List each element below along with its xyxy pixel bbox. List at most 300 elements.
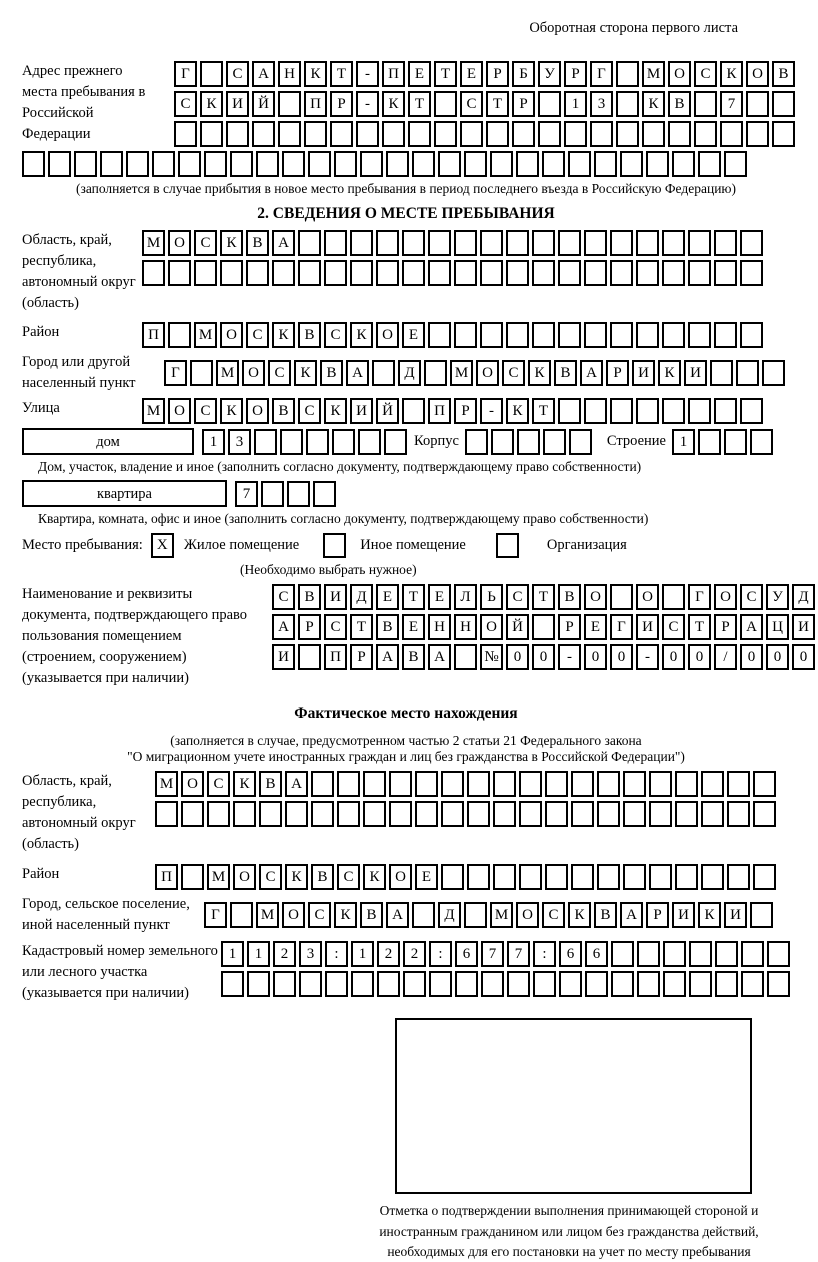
char-cell[interactable] <box>376 260 399 286</box>
char-cell[interactable] <box>662 260 685 286</box>
char-cell[interactable] <box>181 801 204 827</box>
char-cell[interactable] <box>701 801 724 827</box>
char-cell[interactable] <box>465 429 488 455</box>
char-cell[interactable] <box>519 864 542 890</box>
char-cell[interactable] <box>543 429 566 455</box>
char-cell[interactable]: 3 <box>590 91 613 117</box>
char-cell[interactable]: С <box>174 91 197 117</box>
char-cell[interactable] <box>334 151 357 177</box>
char-cell[interactable]: Р <box>298 614 321 640</box>
char-cell[interactable]: А <box>346 360 369 386</box>
char-cell[interactable]: И <box>672 902 695 928</box>
char-cell[interactable] <box>428 322 451 348</box>
char-cell[interactable] <box>298 260 321 286</box>
char-cell[interactable] <box>280 429 303 455</box>
char-cell[interactable]: М <box>642 61 665 87</box>
char-cell[interactable]: Р <box>350 644 373 670</box>
char-cell[interactable] <box>637 971 660 997</box>
char-cell[interactable] <box>438 151 461 177</box>
char-cell[interactable] <box>221 971 244 997</box>
char-cell[interactable] <box>480 260 503 286</box>
char-cell[interactable] <box>493 864 516 890</box>
char-cell[interactable]: С <box>662 614 685 640</box>
char-cell[interactable]: К <box>642 91 665 117</box>
char-cell[interactable] <box>377 971 400 997</box>
char-cell[interactable] <box>750 429 773 455</box>
char-cell[interactable]: - <box>356 91 379 117</box>
char-cell[interactable] <box>772 121 795 147</box>
char-cell[interactable]: Й <box>376 398 399 424</box>
char-cell[interactable]: Б <box>512 61 535 87</box>
char-cell[interactable] <box>568 151 591 177</box>
char-cell[interactable] <box>272 260 295 286</box>
char-cell[interactable]: 7 <box>507 941 530 967</box>
char-cell[interactable]: С <box>694 61 717 87</box>
char-cell[interactable] <box>740 230 763 256</box>
char-cell[interactable]: 1 <box>351 941 374 967</box>
char-cell[interactable] <box>382 121 405 147</box>
char-cell[interactable]: М <box>450 360 473 386</box>
char-cell[interactable] <box>311 771 334 797</box>
char-cell[interactable]: И <box>324 584 347 610</box>
char-cell[interactable] <box>460 121 483 147</box>
char-cell[interactable]: 6 <box>455 941 478 967</box>
char-cell[interactable]: Г <box>590 61 613 87</box>
char-cell[interactable]: Р <box>646 902 669 928</box>
char-cell[interactable] <box>753 771 776 797</box>
char-cell[interactable] <box>22 151 45 177</box>
char-cell[interactable] <box>506 230 529 256</box>
char-cell[interactable]: / <box>714 644 737 670</box>
char-cell[interactable] <box>637 941 660 967</box>
char-cell[interactable]: И <box>724 902 747 928</box>
char-cell[interactable] <box>376 230 399 256</box>
char-cell[interactable] <box>454 322 477 348</box>
char-cell[interactable]: Т <box>402 584 425 610</box>
char-cell[interactable] <box>740 260 763 286</box>
char-cell[interactable] <box>324 230 347 256</box>
char-cell[interactable]: 3 <box>299 941 322 967</box>
char-cell[interactable]: Т <box>330 61 353 87</box>
char-cell[interactable] <box>558 322 581 348</box>
char-cell[interactable]: К <box>200 91 223 117</box>
char-cell[interactable] <box>753 801 776 827</box>
char-cell[interactable] <box>261 481 284 507</box>
char-cell[interactable]: Д <box>398 360 421 386</box>
char-cell[interactable]: С <box>308 902 331 928</box>
char-cell[interactable]: П <box>324 644 347 670</box>
char-cell[interactable] <box>740 322 763 348</box>
char-cell[interactable] <box>467 801 490 827</box>
char-cell[interactable] <box>519 801 542 827</box>
char-cell[interactable] <box>74 151 97 177</box>
char-cell[interactable]: М <box>207 864 230 890</box>
char-cell[interactable] <box>584 322 607 348</box>
char-cell[interactable]: Е <box>408 61 431 87</box>
char-cell[interactable]: У <box>538 61 561 87</box>
char-cell[interactable] <box>351 971 374 997</box>
char-cell[interactable] <box>168 322 191 348</box>
char-cell[interactable]: Г <box>204 902 227 928</box>
char-cell[interactable]: У <box>766 584 789 610</box>
char-cell[interactable] <box>178 151 201 177</box>
char-cell[interactable] <box>308 151 331 177</box>
char-cell[interactable] <box>616 61 639 87</box>
char-cell[interactable]: А <box>285 771 308 797</box>
char-cell[interactable] <box>313 481 336 507</box>
char-cell[interactable] <box>668 121 691 147</box>
char-cell[interactable] <box>689 941 712 967</box>
char-cell[interactable]: 7 <box>235 481 258 507</box>
char-cell[interactable]: С <box>272 584 295 610</box>
char-cell[interactable]: П <box>142 322 165 348</box>
char-cell[interactable] <box>584 230 607 256</box>
char-cell[interactable]: 6 <box>559 941 582 967</box>
char-cell[interactable] <box>517 429 540 455</box>
char-cell[interactable] <box>542 151 565 177</box>
char-cell[interactable]: 0 <box>532 644 555 670</box>
char-cell[interactable]: О <box>233 864 256 890</box>
char-cell[interactable]: С <box>506 584 529 610</box>
char-cell[interactable]: Р <box>558 614 581 640</box>
char-cell[interactable] <box>454 644 477 670</box>
char-cell[interactable]: К <box>350 322 373 348</box>
checkbox-other-premises[interactable] <box>323 533 346 558</box>
checkbox-organization[interactable] <box>496 533 519 558</box>
char-cell[interactable] <box>688 230 711 256</box>
char-cell[interactable] <box>254 429 277 455</box>
char-cell[interactable] <box>736 360 759 386</box>
char-cell[interactable]: Р <box>454 398 477 424</box>
char-cell[interactable] <box>304 121 327 147</box>
char-cell[interactable] <box>727 771 750 797</box>
char-cell[interactable]: Т <box>688 614 711 640</box>
char-cell[interactable]: К <box>334 902 357 928</box>
char-cell[interactable] <box>402 230 425 256</box>
char-cell[interactable] <box>467 864 490 890</box>
char-cell[interactable] <box>100 151 123 177</box>
char-cell[interactable] <box>142 260 165 286</box>
char-cell[interactable]: 0 <box>740 644 763 670</box>
char-cell[interactable]: В <box>772 61 795 87</box>
char-cell[interactable]: Д <box>350 584 373 610</box>
char-cell[interactable]: А <box>620 902 643 928</box>
char-cell[interactable] <box>649 801 672 827</box>
char-cell[interactable] <box>767 941 790 967</box>
char-cell[interactable]: В <box>298 584 321 610</box>
char-cell[interactable] <box>616 121 639 147</box>
char-cell[interactable]: С <box>542 902 565 928</box>
char-cell[interactable] <box>746 91 769 117</box>
char-cell[interactable] <box>545 801 568 827</box>
char-cell[interactable] <box>623 771 646 797</box>
char-cell[interactable] <box>247 971 270 997</box>
char-cell[interactable]: В <box>272 398 295 424</box>
char-cell[interactable] <box>126 151 149 177</box>
char-cell[interactable] <box>750 902 773 928</box>
char-cell[interactable]: - <box>636 644 659 670</box>
char-cell[interactable] <box>363 771 386 797</box>
char-cell[interactable]: И <box>632 360 655 386</box>
char-cell[interactable] <box>252 121 275 147</box>
char-cell[interactable] <box>506 260 529 286</box>
char-cell[interactable] <box>434 121 457 147</box>
char-cell[interactable]: О <box>282 902 305 928</box>
char-cell[interactable]: В <box>320 360 343 386</box>
char-cell[interactable]: С <box>207 771 230 797</box>
char-cell[interactable] <box>597 771 620 797</box>
char-cell[interactable] <box>259 801 282 827</box>
char-cell[interactable] <box>594 151 617 177</box>
char-cell[interactable]: В <box>554 360 577 386</box>
char-cell[interactable] <box>441 801 464 827</box>
char-cell[interactable]: К <box>233 771 256 797</box>
char-cell[interactable]: А <box>376 644 399 670</box>
char-cell[interactable] <box>273 971 296 997</box>
char-cell[interactable]: Н <box>278 61 301 87</box>
char-cell[interactable] <box>649 864 672 890</box>
char-cell[interactable] <box>298 230 321 256</box>
char-cell[interactable] <box>481 971 504 997</box>
char-cell[interactable] <box>490 151 513 177</box>
char-cell[interactable]: С <box>259 864 282 890</box>
char-cell[interactable]: Ц <box>766 614 789 640</box>
char-cell[interactable] <box>610 584 633 610</box>
char-cell[interactable] <box>464 151 487 177</box>
char-cell[interactable]: 0 <box>792 644 815 670</box>
char-cell[interactable] <box>564 121 587 147</box>
char-cell[interactable] <box>402 260 425 286</box>
char-cell[interactable]: - <box>480 398 503 424</box>
char-cell[interactable] <box>389 771 412 797</box>
char-cell[interactable] <box>155 801 178 827</box>
char-cell[interactable] <box>415 771 438 797</box>
char-cell[interactable] <box>454 260 477 286</box>
char-cell[interactable]: : <box>325 941 348 967</box>
char-cell[interactable]: Н <box>454 614 477 640</box>
char-cell[interactable] <box>715 941 738 967</box>
char-cell[interactable]: Е <box>402 322 425 348</box>
char-cell[interactable]: К <box>285 864 308 890</box>
char-cell[interactable] <box>675 801 698 827</box>
char-cell[interactable] <box>282 151 305 177</box>
char-cell[interactable]: К <box>658 360 681 386</box>
char-cell[interactable] <box>516 151 539 177</box>
char-cell[interactable] <box>246 260 269 286</box>
char-cell[interactable]: Е <box>376 584 399 610</box>
char-cell[interactable] <box>256 151 279 177</box>
char-cell[interactable] <box>675 864 698 890</box>
char-cell[interactable]: Т <box>350 614 373 640</box>
char-cell[interactable] <box>710 360 733 386</box>
char-cell[interactable]: П <box>304 91 327 117</box>
char-cell[interactable] <box>662 230 685 256</box>
char-cell[interactable]: А <box>272 230 295 256</box>
char-cell[interactable]: С <box>337 864 360 890</box>
char-cell[interactable] <box>714 322 737 348</box>
char-cell[interactable]: И <box>272 644 295 670</box>
char-cell[interactable] <box>519 771 542 797</box>
char-cell[interactable] <box>620 151 643 177</box>
char-cell[interactable] <box>689 971 712 997</box>
char-cell[interactable] <box>386 151 409 177</box>
char-cell[interactable]: С <box>268 360 291 386</box>
char-cell[interactable]: М <box>194 322 217 348</box>
char-cell[interactable] <box>207 801 230 827</box>
char-cell[interactable]: А <box>252 61 275 87</box>
char-cell[interactable] <box>571 864 594 890</box>
char-cell[interactable]: М <box>155 771 178 797</box>
char-cell[interactable] <box>287 481 310 507</box>
char-cell[interactable] <box>384 429 407 455</box>
char-cell[interactable]: 0 <box>662 644 685 670</box>
char-cell[interactable] <box>415 801 438 827</box>
char-cell[interactable]: 3 <box>228 429 251 455</box>
char-cell[interactable] <box>441 864 464 890</box>
char-cell[interactable] <box>762 360 785 386</box>
char-cell[interactable]: Е <box>460 61 483 87</box>
char-cell[interactable] <box>772 91 795 117</box>
char-cell[interactable] <box>584 260 607 286</box>
char-cell[interactable]: 2 <box>273 941 296 967</box>
char-cell[interactable] <box>48 151 71 177</box>
char-cell[interactable]: М <box>256 902 279 928</box>
char-cell[interactable] <box>278 121 301 147</box>
char-cell[interactable] <box>311 801 334 827</box>
char-cell[interactable]: Е <box>428 584 451 610</box>
char-cell[interactable] <box>455 971 478 997</box>
char-cell[interactable]: Т <box>532 398 555 424</box>
char-cell[interactable] <box>299 971 322 997</box>
char-cell[interactable] <box>545 864 568 890</box>
char-cell[interactable] <box>532 614 555 640</box>
char-cell[interactable]: Ь <box>480 584 503 610</box>
char-cell[interactable]: К <box>324 398 347 424</box>
char-cell[interactable] <box>226 121 249 147</box>
char-cell[interactable] <box>701 864 724 890</box>
char-cell[interactable] <box>663 941 686 967</box>
char-cell[interactable]: 7 <box>720 91 743 117</box>
char-cell[interactable] <box>636 260 659 286</box>
char-cell[interactable] <box>611 941 634 967</box>
char-cell[interactable]: Й <box>252 91 275 117</box>
char-cell[interactable]: О <box>168 398 191 424</box>
char-cell[interactable] <box>545 771 568 797</box>
char-cell[interactable] <box>306 429 329 455</box>
char-cell[interactable]: М <box>490 902 513 928</box>
char-cell[interactable] <box>558 260 581 286</box>
char-cell[interactable]: Р <box>486 61 509 87</box>
char-cell[interactable] <box>324 260 347 286</box>
char-cell[interactable]: И <box>226 91 249 117</box>
char-cell[interactable]: Т <box>486 91 509 117</box>
char-cell[interactable]: № <box>480 644 503 670</box>
char-cell[interactable]: В <box>311 864 334 890</box>
char-cell[interactable] <box>714 260 737 286</box>
char-cell[interactable]: В <box>594 902 617 928</box>
char-cell[interactable] <box>493 771 516 797</box>
char-cell[interactable] <box>688 398 711 424</box>
char-cell[interactable]: Д <box>438 902 461 928</box>
char-cell[interactable]: О <box>476 360 499 386</box>
char-cell[interactable]: А <box>386 902 409 928</box>
char-cell[interactable] <box>507 971 530 997</box>
char-cell[interactable] <box>356 121 379 147</box>
char-cell[interactable]: А <box>740 614 763 640</box>
char-cell[interactable] <box>558 398 581 424</box>
char-cell[interactable] <box>358 429 381 455</box>
char-cell[interactable]: - <box>356 61 379 87</box>
char-cell[interactable] <box>403 971 426 997</box>
char-cell[interactable]: С <box>298 398 321 424</box>
char-cell[interactable] <box>428 260 451 286</box>
char-cell[interactable] <box>649 771 672 797</box>
char-cell[interactable]: Г <box>610 614 633 640</box>
char-cell[interactable] <box>325 971 348 997</box>
char-cell[interactable]: О <box>181 771 204 797</box>
char-cell[interactable]: Р <box>564 61 587 87</box>
char-cell[interactable] <box>698 429 721 455</box>
char-cell[interactable]: Г <box>164 360 187 386</box>
char-cell[interactable]: 2 <box>403 941 426 967</box>
char-cell[interactable] <box>623 864 646 890</box>
char-cell[interactable] <box>597 801 620 827</box>
char-cell[interactable] <box>571 771 594 797</box>
char-cell[interactable]: П <box>382 61 405 87</box>
char-cell[interactable]: Т <box>532 584 555 610</box>
char-cell[interactable] <box>636 398 659 424</box>
char-cell[interactable] <box>727 864 750 890</box>
char-cell[interactable] <box>220 260 243 286</box>
char-cell[interactable] <box>701 771 724 797</box>
char-cell[interactable]: К <box>294 360 317 386</box>
char-cell[interactable] <box>675 771 698 797</box>
char-cell[interactable]: К <box>382 91 405 117</box>
char-cell[interactable]: С <box>194 230 217 256</box>
char-cell[interactable] <box>688 260 711 286</box>
char-cell[interactable]: О <box>389 864 412 890</box>
char-cell[interactable]: С <box>324 322 347 348</box>
char-cell[interactable] <box>363 801 386 827</box>
char-cell[interactable] <box>741 971 764 997</box>
char-cell[interactable]: И <box>684 360 707 386</box>
char-cell[interactable]: В <box>558 584 581 610</box>
char-cell[interactable]: О <box>480 614 503 640</box>
char-cell[interactable] <box>746 121 769 147</box>
char-cell[interactable] <box>662 322 685 348</box>
char-cell[interactable] <box>636 322 659 348</box>
char-cell[interactable] <box>402 398 425 424</box>
char-cell[interactable]: С <box>246 322 269 348</box>
char-cell[interactable] <box>646 151 669 177</box>
char-cell[interactable]: О <box>636 584 659 610</box>
char-cell[interactable]: О <box>246 398 269 424</box>
char-cell[interactable] <box>194 260 217 286</box>
char-cell[interactable] <box>428 230 451 256</box>
char-cell[interactable] <box>486 121 509 147</box>
char-cell[interactable] <box>753 864 776 890</box>
checkbox-residential[interactable]: X <box>151 533 174 558</box>
char-cell[interactable] <box>360 151 383 177</box>
char-cell[interactable]: М <box>142 398 165 424</box>
char-cell[interactable] <box>694 91 717 117</box>
char-cell[interactable] <box>688 322 711 348</box>
char-cell[interactable] <box>412 902 435 928</box>
char-cell[interactable]: Г <box>688 584 711 610</box>
char-cell[interactable] <box>532 230 555 256</box>
char-cell[interactable] <box>408 121 431 147</box>
char-cell[interactable]: 0 <box>610 644 633 670</box>
